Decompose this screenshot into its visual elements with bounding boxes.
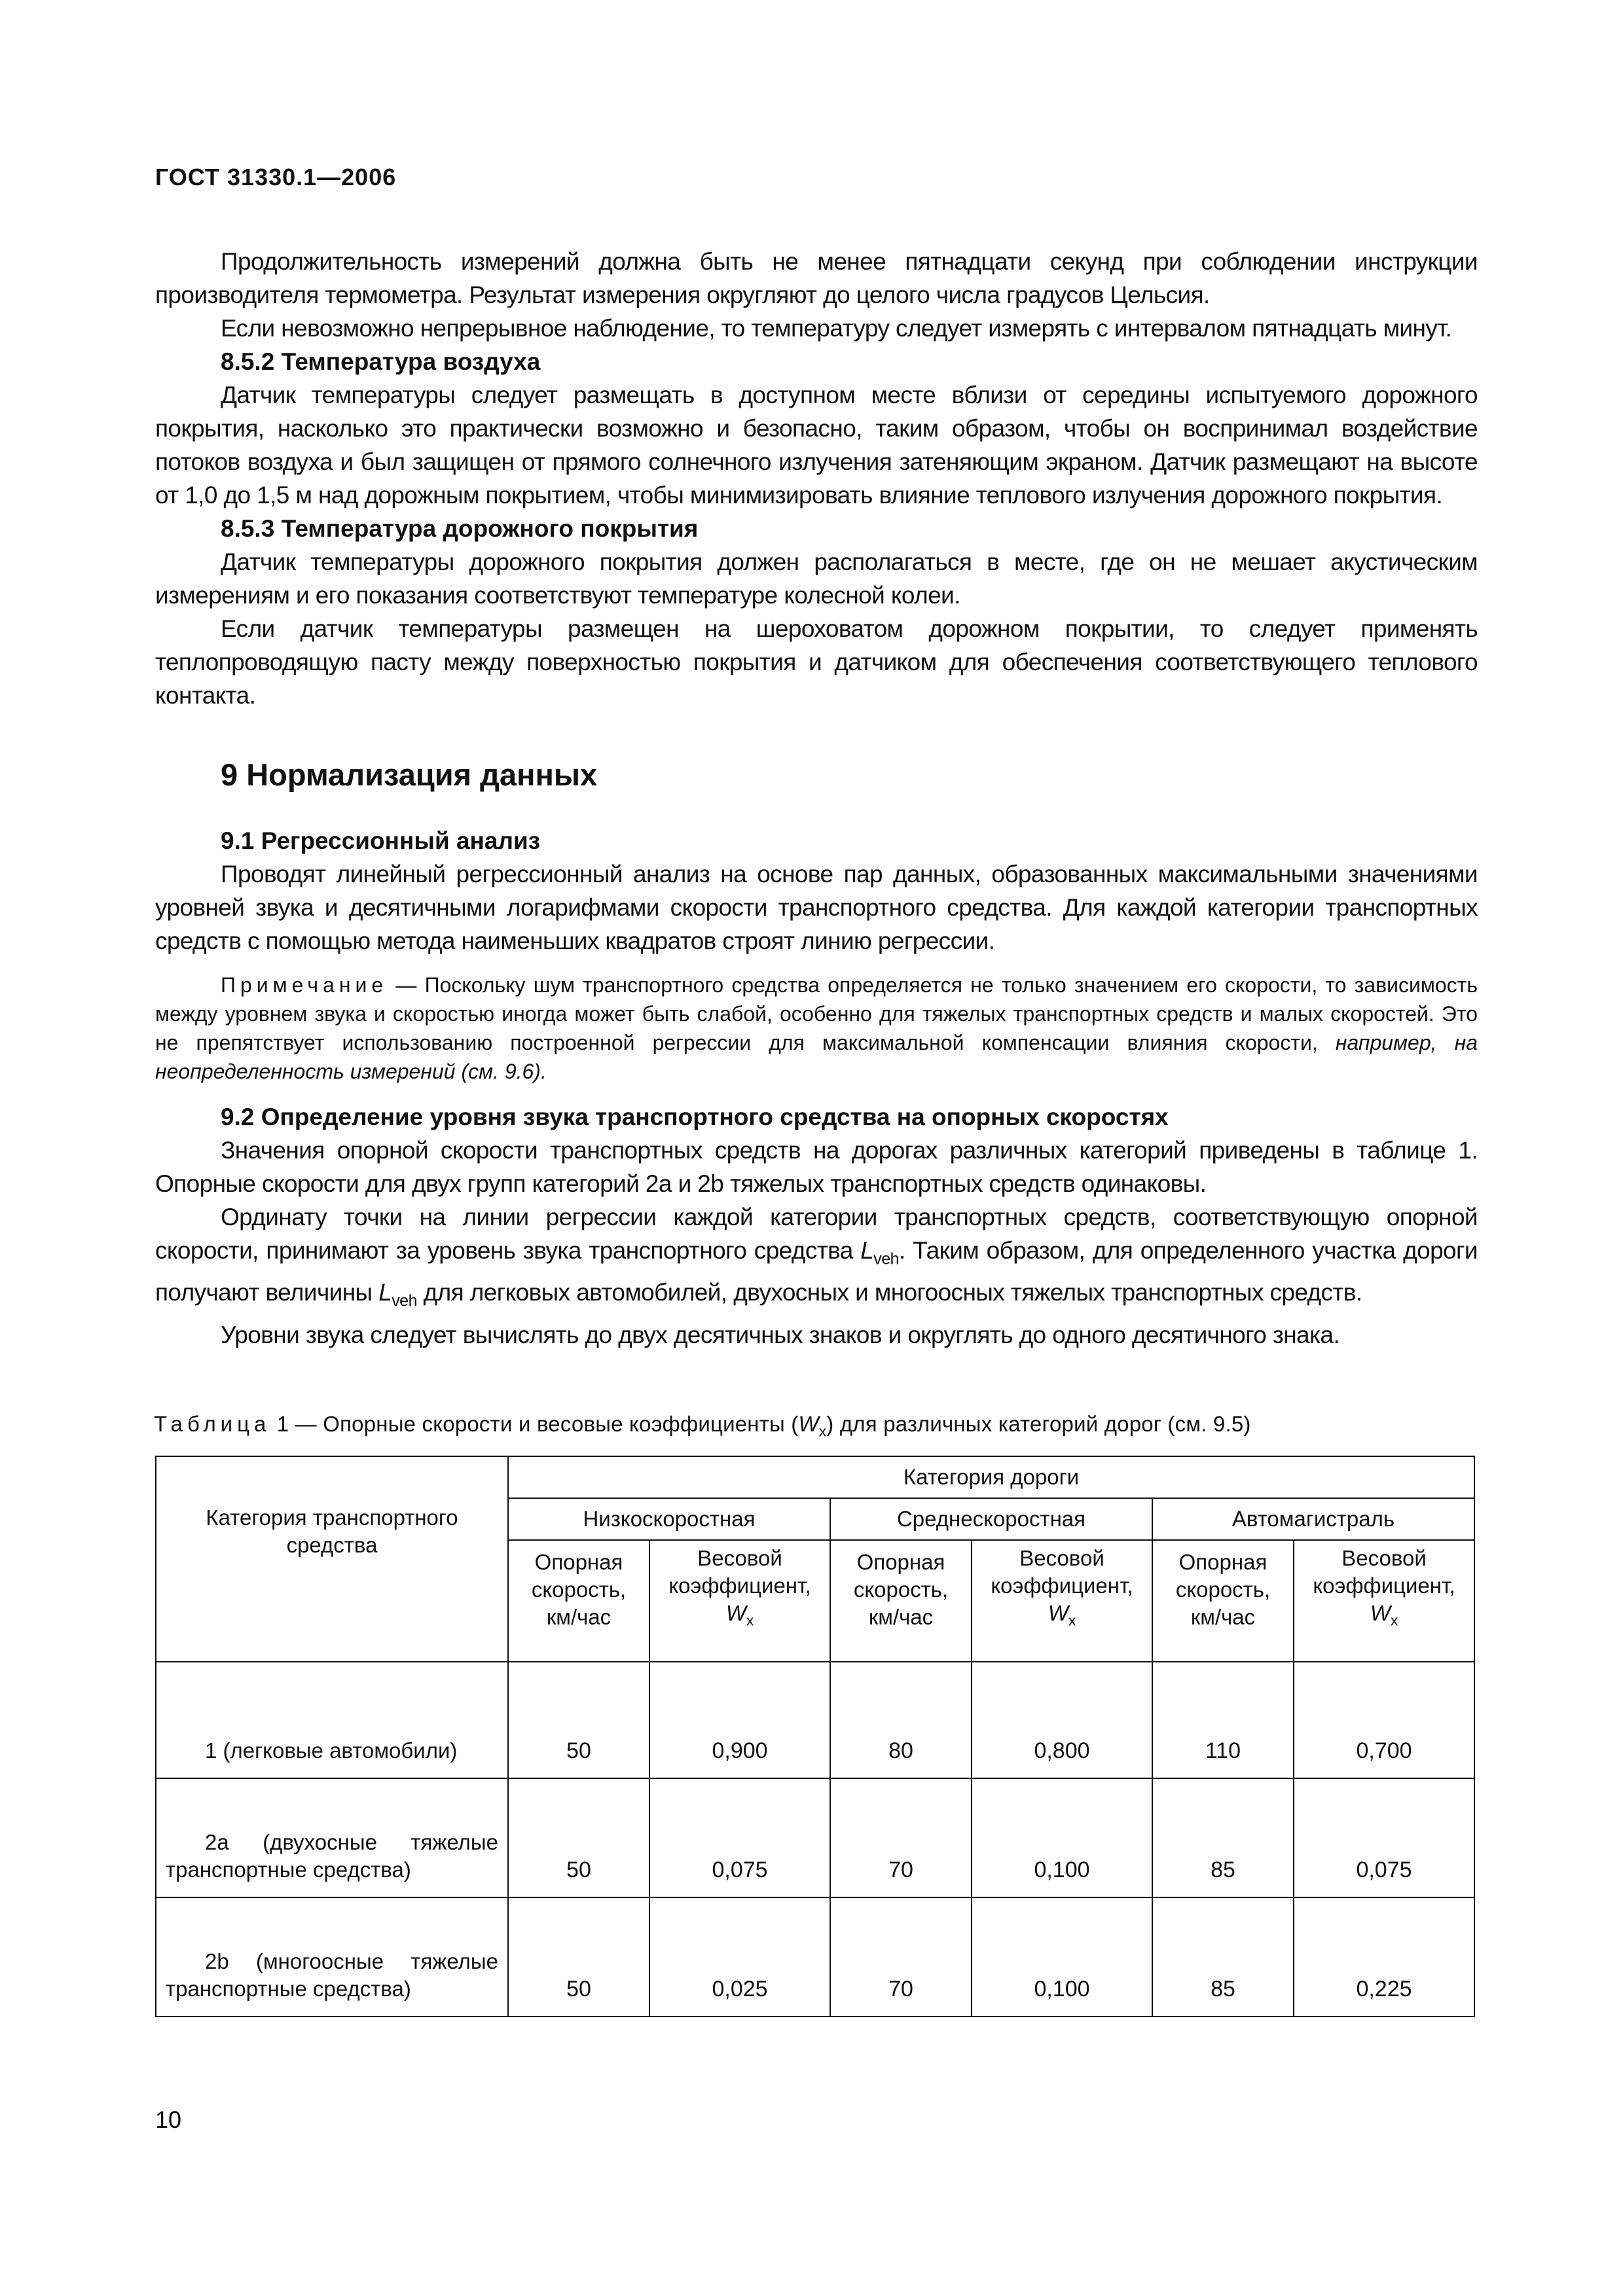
table-cell: 0,075 [649, 1778, 830, 1897]
table-cell: 0,025 [649, 1897, 830, 2017]
symbol: W [725, 1601, 746, 1626]
weight-header [649, 1540, 830, 1662]
symbol-subscript: x [1390, 1612, 1398, 1629]
paragraph: Если невозможно непрерывное наблюдение, то температуру следует измерять с интервалом пятнадцать минут. [221, 315, 1452, 342]
document-code: ГОСТ 31330.1—2006 [155, 164, 397, 190]
subsection-title: 8.5.2 Температура воздуха [221, 348, 541, 375]
table-cell: 85 [1152, 1778, 1294, 1897]
table-cell: 50 [508, 1778, 649, 1897]
note [155, 971, 1478, 1086]
speed-header-label: Опорная скорость, км/час [531, 1550, 627, 1630]
page-number: 10 [155, 2106, 182, 2133]
weight-header-label: Весовой коэффициент, [668, 1546, 811, 1598]
table-caption-label: Таблица [154, 1411, 271, 1436]
row-label: 2a (двухосные тяжелые транспортные средства) [156, 1778, 508, 1897]
speed-header-label: Опорная скорость, км/час [1175, 1550, 1271, 1630]
column-header-road: Категория дороги [508, 1456, 1474, 1498]
table-cell: 0,900 [649, 1662, 830, 1778]
table-row [156, 1897, 1474, 2017]
subsection-title: 8.5.3 Температура дорожного покрытия [221, 515, 699, 542]
document-page [155, 164, 1478, 2017]
text-run: для легковых автомобилей, двухосных и многоосных тяжелых транспортных средств. [416, 1279, 1362, 1306]
section-title: 9 Нормализация данных [221, 757, 598, 792]
symbol-subscript: x [746, 1612, 754, 1629]
text-run: ) для различных категорий дорог (см. 9.5) [826, 1411, 1251, 1436]
table-cell: 50 [508, 1897, 649, 2017]
weight-header-label: Весовой коэффициент, [991, 1546, 1133, 1598]
weight-header [972, 1540, 1152, 1662]
road-type-header: Автомагистраль [1152, 1498, 1474, 1540]
reference-speed-table [155, 1456, 1475, 2017]
table-cell: 0,100 [972, 1897, 1152, 2017]
table-cell: 70 [830, 1778, 972, 1897]
table-cell: 0,800 [972, 1662, 1152, 1778]
table-row [156, 1778, 1474, 1897]
weight-header [1294, 1540, 1474, 1662]
row-label: 2b (многоосные тяжелые транспортные средства) [156, 1897, 508, 2017]
speed-header [830, 1540, 972, 1662]
road-type-header: Среднескоростная [830, 1498, 1152, 1540]
symbol-subscript: veh [873, 1249, 900, 1268]
subsection-title: 9.1 Регрессионный анализ [221, 827, 541, 854]
table-cell: 0,225 [1294, 1897, 1474, 2017]
column-header-label: Категория транспортного средства [206, 1505, 458, 1558]
table-cell: 80 [830, 1662, 972, 1778]
speed-header [1152, 1540, 1294, 1662]
text-run: 1 — Опорные скорости и весовые коэффициенты ( [270, 1411, 799, 1436]
symbol-subscript: x [818, 1423, 827, 1440]
symbol-subscript: x [1068, 1612, 1076, 1629]
table-cell: 0,700 [1294, 1662, 1474, 1778]
note-text: — Поскольку шум транспортного средства определяется не только значением его скорости, то зависимость между уровнем звука и скоростью иногда может быть слабой, особенно для тяжелых транспортных средств и малых скоростей. Это не препятствует использованию построенной регрессии для максимальной компенсации влияния скорости, [155, 973, 1478, 1054]
text-run: . Таким образом, для определенного участка дороги получают величины [155, 1237, 1478, 1306]
table-caption [154, 1412, 1478, 1441]
symbol: W [798, 1411, 819, 1436]
column-header-vehicle [156, 1456, 508, 1662]
paragraph: Датчик температуры дорожного покрытия должен располагаться в месте, где он не мешает акустическим измерениям и его показания соответствуют температуре колесной колеи. [155, 548, 1478, 609]
paragraph [155, 1200, 1478, 1318]
paragraph: Уровни звука следует вычислять до двух десятичных знаков и округлять до одного десятичного знака. [221, 1321, 1340, 1348]
road-type-header: Низкоскоростная [508, 1498, 830, 1540]
speed-header-label: Опорная скорость, км/час [853, 1550, 949, 1630]
table-row [156, 1662, 1474, 1778]
table-cell: 0,100 [972, 1778, 1152, 1897]
note-italic: например, на неопределенность измерений (см. 9.6). [155, 1031, 1478, 1083]
symbol: W [1370, 1601, 1391, 1626]
speed-header [508, 1540, 649, 1662]
table-cell: 50 [508, 1662, 649, 1778]
row-label: 1 (легковые автомобили) [156, 1662, 508, 1778]
weight-header-label: Весовой коэффициент, [1313, 1546, 1455, 1598]
table-cell: 0,075 [1294, 1778, 1474, 1897]
table-cell: 85 [1152, 1897, 1294, 2017]
paragraph: Датчик температуры следует размещать в доступном месте вблизи от середины испытуемого дорожного покрытия, насколько это практически возможно и безопасно, таким образом, чтобы он воспринимал воздействие потоков воздуха и был защищен от прямого солнечного излучения затеняющим экраном. Датчик размещают на высоте от 1,0 до 1,5 м над дорожным покрытием, чтобы минимизировать влияние теплового излучения дорожного покрытия. [155, 382, 1478, 509]
symbol: W [1048, 1601, 1068, 1626]
symbol-subscript: veh [392, 1291, 417, 1310]
table-cell: 110 [1152, 1662, 1294, 1778]
symbol: L [860, 1237, 874, 1264]
table-cell: 70 [830, 1897, 972, 2017]
text-run: Ординату точки на линии регрессии каждой категории транспортных средств, соответствующую опорной скорости, принимают за уровень звука транспортного средства [155, 1204, 1478, 1264]
subsection-title: 9.2 Определение уровня звука транспортного средства на опорных скоростях [221, 1103, 1169, 1130]
paragraph: Продолжительность измерений должна быть не менее пятнадцати секунд при соблюдении инструкции производителя термометра. Результат измерения округляют до целого числа градусов Цельсия. [155, 248, 1478, 308]
symbol: L [378, 1279, 392, 1306]
paragraph: Если датчик температуры размещен на шероховатом дорожном покрытии, то следует применять теплопроводящую пасту между поверхностью покрытия и датчиком для обеспечения соответствующего теплового контакта. [155, 615, 1478, 709]
paragraph: Проводят линейный регрессионный анализ на основе пар данных, образованных максимальными значениями уровней звука и десятичными логарифмами скорости транспортного средства. Для каждой категории транспортных средств с помощью метода наименьших квадратов строят линию регрессии. [155, 861, 1478, 954]
note-label: Примечание [221, 973, 388, 997]
paragraph: Значения опорной скорости транспортных средств на дорогах различных категорий приведены в таблице 1. Опорные скорости для двух групп категорий 2a и 2b тяжелых транспортных средств одинаковы. [155, 1137, 1478, 1197]
